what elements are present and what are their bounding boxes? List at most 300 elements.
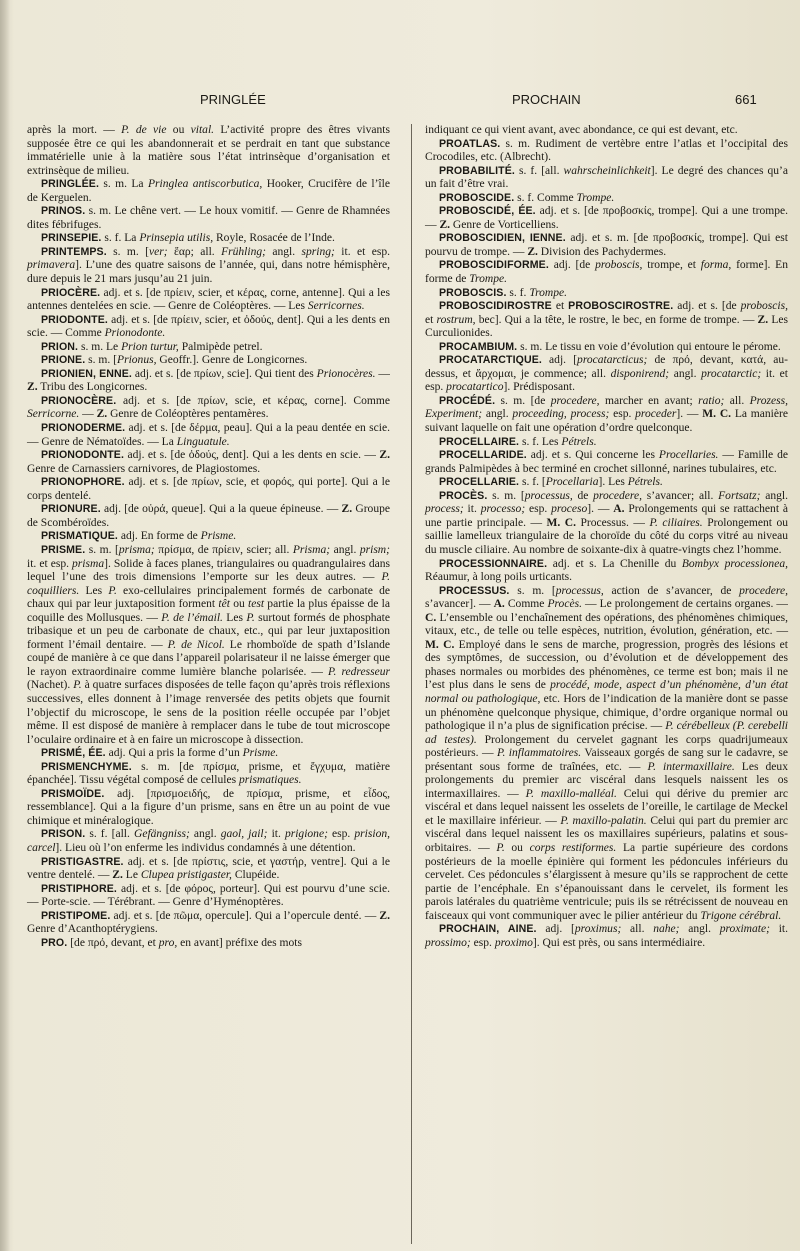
entry-text: s’avancer]. — (425, 598, 494, 611)
entry-text: forma, (700, 259, 732, 272)
entry-headword: PRIONOCÈRE. (41, 394, 117, 407)
entry-headword: PRISMATIQUE. (41, 530, 118, 543)
entry-text: Prion turtur, (121, 340, 179, 353)
entry-text: Prolongements qui se rattachent à une partie principale. — (425, 503, 788, 529)
entry-text: indiquant ce qui vient avant, avec abondance, ce qui est devant, etc. (425, 124, 738, 136)
entry-text: Vaisseaux gorgés de sang sur le cadavre, se présentant sous forme de traînées, etc. — (425, 747, 788, 773)
dictionary-entry (425, 354, 788, 395)
entry-text: ratio; (698, 394, 725, 407)
entry-text: Processus. — (576, 516, 650, 529)
entry-text: ]. Solide à faces planes, triangulaires ou quadrangulaires dans lequel l’une des trois dimensions l’emporte sur les deux autres. — (27, 557, 390, 584)
entry-text: proximus; (574, 923, 622, 936)
entry-text: ]. Les (598, 476, 628, 489)
entry-text: Groupe de Scombéroïdes. (27, 503, 390, 529)
entry-text: ]. L’une des quatre saisons de l’année, qui, dans notre hémisphère, dure depuis le 21 mars jusqu’au 21 juin. (27, 259, 390, 286)
page-edge-shadow (0, 0, 10, 1251)
entry-text: Le rhomboïde de spath d’Islande coupé de manière à ce que dans l’appareil polarisateur il ne laisse émerger que le rayon extraordinaire comme lumière blanche polarisée. — (27, 638, 391, 678)
dictionary-entry (27, 883, 390, 910)
entry-text: processus, (524, 489, 573, 502)
entry-text: procedere, (593, 489, 642, 502)
entry-text: prossimo; (425, 936, 471, 949)
entry-text: Division des Pachydermes. (537, 245, 667, 258)
dictionary-entry (27, 232, 390, 246)
entry-text: adj. [de (548, 259, 596, 272)
entry-text: P. coquilliers. (27, 571, 390, 597)
entry-text: Trompe. (469, 273, 507, 286)
entry-text: s. m. [ (106, 245, 150, 258)
entry-text: Prionocères. (316, 367, 376, 380)
entry-text: Genre de Vorticelliens. (450, 218, 559, 231)
entry-text: [de πρό, devant, et (67, 936, 159, 949)
dictionary-entry (27, 124, 390, 178)
entry-text: Trompe. (576, 191, 615, 204)
entry-text: Clupea pristigaster, (140, 869, 232, 882)
entry-text: ou (229, 598, 248, 611)
entry-text: procatartico (446, 381, 504, 394)
entry-headword: PRIONODONTE. (41, 449, 125, 462)
dictionary-entry (27, 354, 390, 368)
entry-text: Palmipède petrel. (178, 340, 263, 353)
entry-text: Prionodonte. (104, 327, 166, 340)
entry-text: Clupéide. (231, 869, 280, 882)
entry-text: all. (724, 394, 750, 407)
dictionary-entry (425, 923, 788, 950)
entry-text: P. (496, 841, 505, 854)
entry-headword: PROATLAS. (439, 137, 501, 150)
entry-text: Z. (341, 503, 353, 516)
entry-headword: PRIONODERME. (41, 422, 126, 435)
entry-text: adj. et s. [de πρίστις, scie, et γαστήρ, ventre]. Qui a le ventre dentelé. — (27, 855, 390, 882)
entry-headword: PROCÈS. (439, 489, 488, 502)
entry-text: Prolongement ou saillie lamelleux triangulaire de la choroïde du côté du corps vitré au niveau du muscle ciliaire. Au nombre de soixante-dix à quatre-vingts chez l’homme. (425, 516, 789, 556)
entry-text: spring; (301, 245, 335, 258)
entry-text: P. inflammatoires. (496, 747, 582, 760)
dictionary-entry (425, 138, 788, 165)
entry-text: s. m. Rudiment de vertèbre entre l’atlas et l’occipital des Crocodiles, etc. (Albrecht). (425, 137, 788, 164)
dictionary-entry (27, 856, 390, 883)
entry-text: adj. [πρισμοειδής, de πρίσμα, prisme, et εἶδος, ressemblance]. Qui a la figure d’un prisme, sans en être un au point de vue chimique et minéralogique. (27, 787, 390, 827)
entry-text: πρίσμα, de πρίειν, scier; all. (154, 543, 293, 556)
entry-text: ]. Qui est près, ou sans intermédiaire. (532, 936, 706, 949)
dictionary-entry (425, 259, 788, 286)
entry-text: adj. et s. Qui concerne les (526, 449, 659, 462)
header-first-word: PRINGLÉE (200, 92, 266, 107)
entry-text: vital. (190, 124, 215, 136)
entry-headword: PRISTIPOME. (41, 909, 111, 922)
entry-text: procedere, (739, 584, 788, 597)
entry-text: Frühling; (221, 245, 266, 258)
entry-headword: PRION. (41, 340, 79, 353)
dictionary-entry (425, 124, 788, 138)
entry-text: esp. (525, 503, 552, 516)
entry-text: Tribu des Longicornes. (37, 381, 148, 394)
entry-text: Prionus, (117, 354, 157, 367)
entry-headword: PROCESSUS. (439, 584, 510, 597)
entry-headword: PRINTEMPS. (41, 245, 107, 258)
entry-headword: PRIONURE. (41, 503, 101, 516)
entry-headword: PROBOSCIDIFORME. (439, 259, 549, 272)
entry-text: it. (463, 503, 481, 516)
entry-text: P. intermaxillaire. (647, 760, 735, 773)
entry-text: processus, (555, 584, 604, 597)
entry-text: Les (222, 611, 247, 624)
entry-headword: PROBOSCIDIEN, IENNE. (439, 232, 566, 245)
entry-text: proximate; (719, 923, 770, 936)
entry-text: adj. et s. [de δέρμα, peau]. Qui a la peau dentée en scie. — Genre de Nématoïdes. — La (27, 422, 390, 448)
entry-headword: PROCHAIN, AINE. (439, 923, 537, 936)
entry-headword: PRISMOÏDE. (41, 787, 105, 800)
entry-text: Celui qui dérive du premier arc viscéral et dans lequel naissent les osselets de l’oreille, le cartilage de Meckel et le maxillaire inférieur. — (425, 787, 789, 827)
entry-text: Pétrels. (561, 435, 597, 448)
entry-text: A. (493, 598, 505, 611)
entry-headword: PROCÉDÉ. (439, 394, 496, 407)
entry-text: s. m. Le (78, 340, 122, 353)
entry-text: Procellaries. (658, 449, 719, 462)
right-column (425, 124, 788, 950)
dictionary-entry (27, 449, 390, 476)
entry-text: pro, (158, 936, 178, 949)
entry-text: s. m. Le tissu en voie d’évolution qui entoure le pérome. (517, 340, 781, 353)
entry-text: adj. et s. [de ὀδούς, dent]. Qui a les dents en scie. — (124, 449, 380, 462)
entry-text: primavera (27, 259, 76, 272)
dictionary-entry (425, 436, 788, 450)
entry-text: s. f. (506, 286, 530, 299)
entry-text: angl. (669, 367, 702, 380)
entry-text: prisma; (118, 543, 155, 556)
entry-text: Z. (439, 218, 451, 231)
entry-text: La partie supérieure des cordons postérieurs de la moelle épinière qui forment les pédoncules inférieurs du cervelet. Ces pédoncules s’élargissent à mesure qu’ils se rapprochent de cette partie de l’encéphale. En s’épanouissant dans le cervelet, ils forment les parois latérales du quatrième ventricule; puis ils se rétrécissent de nouveau en faisceaux qui vont communiquer avec le pilier antérieur du (425, 841, 788, 922)
entry-text: s. f. [all. (85, 828, 134, 841)
entry-text: s. m. La (99, 178, 148, 191)
entry-text: adj. et s. [de πρίων, scie]. Qui tient des (131, 367, 317, 380)
left-column (27, 124, 390, 950)
entry-headword: PROCELLARIDE. (439, 449, 527, 462)
entry-text: Trompe. (529, 286, 568, 299)
entry-headword: PRINOS. (41, 205, 86, 218)
entry-text: proceder (635, 408, 677, 421)
entry-text: adj. [ (536, 923, 575, 936)
entry-headword: PROCAMBIUM. (439, 340, 518, 353)
entry-text: wahrscheinlichkeit (563, 164, 651, 177)
entry-text: s. m. [ (509, 584, 556, 597)
entry-text: Z. (379, 909, 390, 922)
entry-text: P. ciliaires. (649, 516, 703, 529)
entry-text: ver; (149, 245, 168, 258)
entry-text: surtout formés de phosphate tribasique et un peu de carbonate de chaux, etc., qui par leur juxtaposition forment l’émail dentaire. — (27, 611, 391, 651)
dictionary-entry (425, 476, 788, 490)
entry-text: proceso (551, 503, 588, 516)
entry-text: ]. Lieu où l’on enferme les individus condamnés à une détention. (55, 841, 356, 854)
entry-text: Comme (504, 598, 548, 611)
entry-headword: PROCESSIONNAIRE. (439, 557, 548, 570)
entry-text: P. maxillo-malléal. (525, 787, 617, 800)
dictionary-entry (27, 476, 390, 503)
entry-text: L’activité propre des êtres vivants supposée être ce qui les abandonnerait et se perdrait en tant que substance immatérielle unie à la matière sous l’état intrinsèque d’organisation et extrinsèque de milieu. (27, 124, 391, 177)
entry-text: nahe; (653, 923, 680, 936)
dictionary-entry (27, 530, 390, 544)
entry-text: prision, carcel (27, 828, 391, 854)
entry-text: Prisme. (242, 747, 279, 760)
entry-text: Les deux prolongements du premier arc viscéral dans lesquels naissent les os intermaxillaires. — (425, 760, 788, 800)
entry-text: P. de l’émail. (161, 611, 223, 624)
entry-headword: PRIONOPHORE. (41, 476, 125, 489)
entry-text: proboscis, (740, 300, 788, 313)
entry-text: Procès. (547, 598, 582, 611)
entry-text: processo; (480, 503, 526, 516)
entry-text: à quatre surfaces disposées de telle façon qu’après trois réflexions successives, elles donnent à l’image renversée des petits objets que fournit l’objectif du microscope, le sens de la position réelle occupée par l’objet même. Il est disposé de manière à remplacer dans le tube de tout microscope l’oculaire ordinaire et à en faire un microscope à dissection. (27, 679, 390, 746)
entry-text: disponirend; (610, 367, 670, 380)
entry-text: Prolongement du cervelet gagnant les corps quadrijumeaux postérieurs. — (425, 733, 788, 760)
entry-text: Prinsepia utilis, (139, 232, 214, 245)
entry-text: P. de Nicol. (167, 638, 225, 651)
entry-headword: PROBOSCIROSTRE. (568, 300, 674, 313)
entry-text: angl. (679, 923, 720, 936)
entry-headword: PRIODONTE. (41, 313, 108, 326)
entry-headword: PRISTIGASTRE. (41, 855, 124, 868)
dictionary-entry (425, 395, 788, 436)
entry-text: M. C. (546, 516, 577, 529)
entry-text: têt (218, 598, 230, 611)
entry-text: angl. (189, 828, 221, 841)
entry-text: M. C. (425, 638, 455, 651)
entry-text: Z. (96, 408, 108, 421)
entry-text: proceeding, process; (512, 408, 610, 421)
entry-text: Genre d’Acanthoptérygiens. (27, 923, 158, 936)
entry-text: it. (267, 828, 285, 841)
entry-text: action de s’avancer, de (603, 584, 740, 597)
entry-text: Le (122, 869, 141, 882)
entry-text: prigione; (284, 828, 328, 841)
entry-text: s. m. [ (85, 354, 118, 367)
entry-text: s. f. [ (519, 476, 546, 489)
entry-text: it. et esp. (425, 367, 788, 394)
entry-text: prism; (359, 543, 390, 556)
entry-text: test (248, 598, 265, 611)
entry-text: procedere, (550, 394, 600, 407)
entry-text: P. de vie (121, 124, 167, 136)
entry-headword: PRINGLÉE. (41, 178, 99, 191)
dictionary-entry (425, 232, 788, 259)
entry-text: Z. (757, 313, 769, 326)
entry-text: procédé, mode, aspect d’un phénomène, d’un état normal ou pathologique, (425, 679, 788, 705)
dictionary-entry (27, 422, 390, 449)
entry-headword: PRISMENCHYME. (41, 760, 132, 773)
entry-text: procatarcticus; (577, 354, 648, 367)
entry-text: gaol, jail; (220, 828, 268, 841)
entry-text: adj. et s. [de πρίων, scie, et φορός, qui porte]. Qui a le corps dentelé. (27, 476, 390, 502)
entry-text: Pétrels. (627, 476, 663, 489)
entry-text: process; (425, 503, 464, 516)
text-columns (27, 124, 789, 1244)
entry-headword: PROBOSCIS. (439, 286, 507, 299)
entry-text: — (79, 408, 97, 421)
entry-text: en avant] préfixe des mots (177, 936, 302, 949)
entry-headword: PRISME. (41, 543, 86, 556)
entry-headword: PRIONE. (41, 354, 86, 367)
entry-text: adj. et s. [de φόρος, porteur]. Qui est pourvu d’une scie. — Porte-scie. — Térébrant. — Genre d’Hyménoptères. (27, 882, 390, 909)
entry-text: L’ensemble ou l’enchaînement des opérations, des phénomènes chimiques, vitaux, etc., de telle ou telle espèces, nutrition, évolution, génération, etc. — (425, 611, 788, 638)
entry-text: trompe, et (642, 259, 701, 272)
entry-text: it. (769, 923, 788, 936)
entry-text: s’avancer; all. (642, 489, 719, 502)
entry-headword: PROBOSCIDIROSTRE (439, 300, 552, 313)
entry-text: Pringlea antiscorbutica, (147, 178, 263, 191)
entry-headword: PRINSEPIE. (41, 232, 102, 245)
dictionary-entry (27, 910, 390, 937)
dictionary-entry (27, 747, 390, 761)
dictionary-entry (27, 503, 390, 530)
entry-headword: PROCATARCTIQUE. (439, 354, 542, 367)
entry-text: adj. et s. [de πῶμα, opercule]. Qui a l’opercule denté. — (110, 909, 380, 922)
entry-text: s. m. [de πρίσμα, prisme, et ἔγχυμα, matière épanchée]. Tissu végétal composé de cellules (27, 760, 390, 787)
entry-headword: PRISMÉ, ÉE. (41, 747, 106, 760)
entry-text: Réaumur, à long poils urticants. (425, 571, 573, 584)
entry-text: A. (613, 503, 625, 516)
entry-text: proximo (494, 936, 533, 949)
header-last-word: PROCHAIN (512, 92, 581, 107)
entry-text: ]. — (587, 503, 614, 516)
dictionary-entry (425, 585, 788, 924)
entry-text: Les (79, 584, 109, 597)
entry-text: — Famille de grands Palmipèdes à bec terminé en crochet sillonné, narines tubulaires, etc. (425, 449, 788, 475)
entry-text: Serricornes. (307, 300, 365, 313)
entry-text: C. (425, 611, 437, 624)
entry-text: rostrum, (436, 313, 476, 326)
entry-text: Linguatule. (176, 435, 230, 448)
entry-text: P. (108, 584, 117, 597)
entry-text: marcher en avant; (599, 394, 699, 407)
entry-text: s. m. Le chêne vert. — Le houx vomitif. — Genre de Rhamnées dites fébrifuges. (27, 205, 390, 231)
entry-headword: PRISTIPHORE. (41, 882, 117, 895)
dictionary-entry (27, 314, 390, 341)
entry-headword: PRIONIEN, ENNE. (41, 367, 132, 380)
entry-text: esp. (327, 828, 355, 841)
entry-headword: PROCELLAIRE. (439, 435, 520, 448)
dictionary-entry (27, 395, 390, 422)
dictionary-entry (27, 761, 390, 788)
page-number: 661 (735, 92, 757, 107)
entry-text: proboscis, (595, 259, 643, 272)
entry-text: s. f. La (101, 232, 140, 245)
entry-text: La manière suivant laquelle on fait une opération d’ordre quelconque. (425, 408, 788, 435)
entry-text: Genre de Carnassiers carnivores, de Plagiostomes. (27, 462, 261, 475)
entry-text: Celui qui part du premier arc viscéral dans lequel naissent les os maxillaires supérieurs, palatins et sous-orbitaires. — (425, 814, 788, 854)
entry-headword: PRIOCÈRE. (41, 286, 101, 299)
entry-text: s. f. Les (519, 435, 562, 448)
entry-text: après la mort. — (27, 124, 122, 136)
entry-text: Genre de Coléoptères pentamères. (107, 408, 269, 421)
entry-text: adj. et s. [de προβοσκίς, trompe]. Qui a une trompe. — (425, 205, 789, 231)
entry-headword: PRISON. (41, 828, 86, 841)
entry-text: adj. Qui a pris la forme d’un (105, 747, 243, 760)
dictionary-entry (27, 205, 390, 232)
entry-text: ]. Prédisposant. (503, 381, 576, 394)
dictionary-entry (425, 165, 788, 192)
entry-text: adj. et s. La Chenille du (547, 557, 682, 570)
entry-text: adj. et s. [de πρίων, scie, et κέρας, corne]. Comme (116, 394, 390, 407)
entry-text: P. cérébelleux (P. cerebelli ad testes). (425, 720, 789, 746)
entry-text: Z. (27, 381, 38, 394)
entry-text: Serricorne. (27, 408, 80, 421)
entry-text: corps restiformes. (529, 841, 617, 854)
dictionary-entry (27, 937, 390, 951)
dictionary-entry (27, 544, 390, 747)
entry-text: Gefängniss; (133, 828, 190, 841)
entry-headword: PRO. (41, 936, 68, 949)
dictionary-entry (27, 178, 390, 205)
entry-text: et (425, 313, 437, 326)
entry-text: adj. et s. [de πρίειν, scier, et ὀδούς, dent]. Qui a les dents en scie. — Comme (27, 313, 390, 340)
dictionary-entry (27, 368, 390, 395)
entry-text: angl. (330, 543, 360, 556)
entry-text: Prisma; (292, 543, 331, 556)
entry-text: Employé dans le sens de marche, progression, progrès des lésions et des symptômes, de succession, ou d’évolution et de développement des phases normales ou morbides des phénomènes, ce terme est bon; mais il ne l’est plus dans le sens de (425, 638, 788, 692)
entry-text: Hooker, Crucifère de l’île de Kerguelen. (27, 178, 390, 204)
entry-text: ]. — (676, 408, 703, 421)
entry-text: ]. Le degré des chances qu’a un fait d’être vrai. (425, 164, 789, 191)
entry-text: all. (621, 923, 654, 936)
entry-headword: PROCELLARIE. (439, 476, 520, 489)
entry-text: angl. (482, 408, 513, 421)
entry-text: s. m. [ (487, 489, 525, 502)
entry-text: Prozess, Experiment; (425, 394, 788, 421)
entry-text: forme]. En forme de (425, 259, 789, 286)
entry-text: prismatiques. (238, 774, 302, 787)
entry-text: Bombyx processionea, (681, 557, 788, 570)
dictionary-entry (425, 490, 788, 558)
entry-text: Z. (379, 449, 390, 462)
entry-text: procatarctic; (701, 367, 762, 380)
dictionary-entry (27, 788, 390, 829)
entry-text: esp. (470, 936, 495, 949)
entry-text: P. (73, 679, 82, 692)
entry-headword: PROBABILITÉ. (439, 164, 515, 177)
entry-text: ἔαρ; all. (167, 245, 222, 258)
entry-text: Z. (112, 869, 123, 882)
entry-headword: PROBOSCIDE. (439, 191, 515, 204)
entry-text: etc. Hors de l’indication de la manière dont se passe un phénomène quelconque physique, chimique, d’ordre organique normal ou pathologique il n’a plus de signification précise. — (425, 692, 788, 733)
entry-text: P. (246, 611, 255, 624)
entry-text: ou (166, 124, 191, 136)
entry-text: et (551, 300, 569, 313)
entry-text: s. f. [all. (514, 164, 564, 177)
entry-text: P. redresseur (327, 665, 390, 678)
entry-text: — Le prolongement de certains organes. — (581, 598, 788, 611)
entry-text: s. f. Comme (514, 191, 577, 204)
entry-text: Royle, Rosacée de l’Inde. (213, 232, 335, 245)
dictionary-entry (425, 300, 788, 341)
entry-text: P. maxillo-palatin. (560, 814, 647, 827)
entry-text: adj. En forme de (117, 530, 201, 543)
entry-text: (Nachet). (27, 679, 74, 692)
entry-text: s. m. [ (85, 543, 119, 556)
running-header (0, 92, 800, 114)
entry-text: Z. (527, 245, 538, 258)
dictionary-entry (425, 341, 788, 355)
entry-text: bec]. Qui a la tête, le rostre, le bec, en forme de trompe. — (475, 313, 758, 326)
entry-text: de πρό, devant, κατά, au-dessus, et ἄρχομαι, je commence; all. (425, 354, 788, 380)
entry-text: Procellaria (545, 476, 599, 489)
entry-text: de (572, 489, 594, 502)
dictionary-entry (425, 287, 788, 301)
entry-text: exo-cellulaires principalement formés de carbonate de chaux qui par leur juxtaposition forment (27, 584, 390, 611)
entry-headword: PROBOSCIDÉ, ÉE. (439, 205, 536, 218)
entry-text: it. et esp. (27, 557, 73, 570)
entry-text: ou (504, 841, 530, 854)
entry-text: adj. et s. [de πρίειν, scier, et κέρας, corne, antenne]. Qui a les antennes dentelées en scie. — Genre de Coléoptères. — Les (27, 286, 390, 313)
entry-text: M. C. (702, 408, 732, 421)
entry-text: adj. et s. [de (673, 300, 741, 313)
